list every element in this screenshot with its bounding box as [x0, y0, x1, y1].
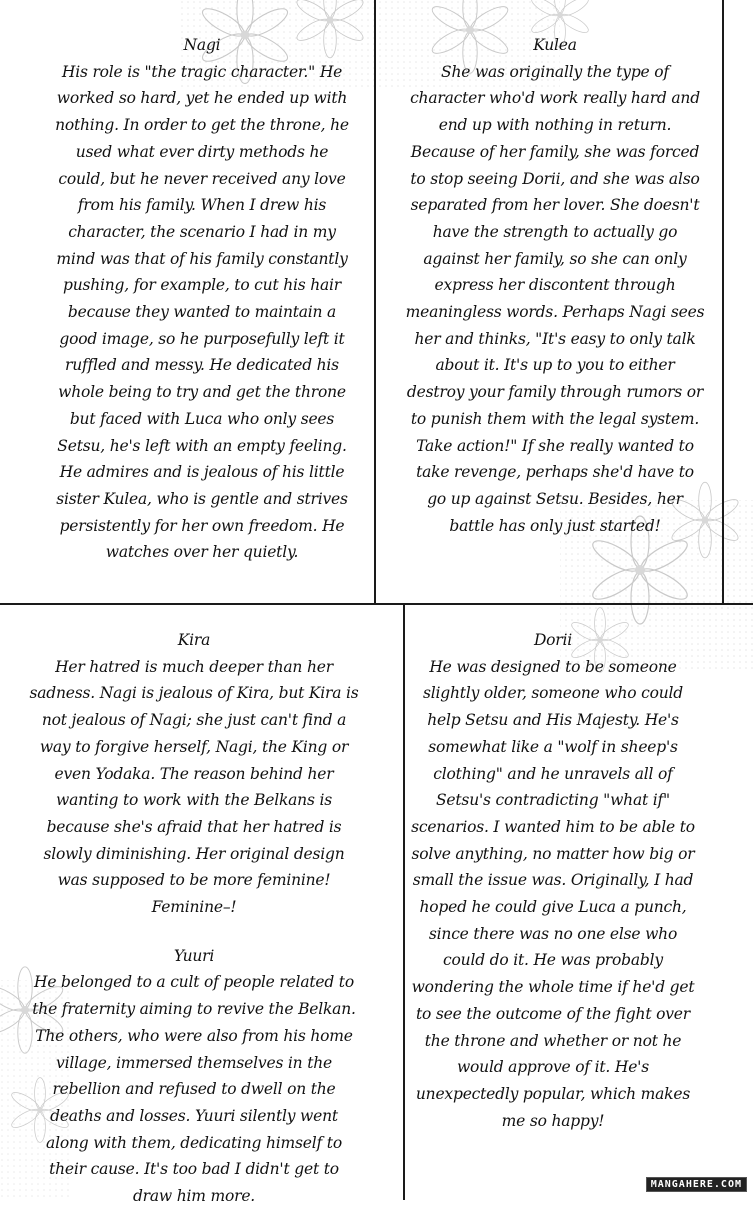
vertical-divider-right-edge: [722, 0, 724, 604]
section-title-nagi: Nagi: [183, 36, 221, 54]
vertical-divider-top: [374, 0, 376, 604]
section-text-nagi: His role is "the tragic character." He worked so hard, yet he ended up with nothing. In order to get the throne, he used what ever dirty methods he could, but he never received any love from his family. When I drew his character, the scenario I had in my mind was that of his family constantly pushing, for example, to cut his hair because they wanted to maintain a good image, so he purposefully left it ruffled and messy. He dedicated his whole being to try and get the throne but faced with Luca who only sees Setsu, he's left with an empty feeling. He admires and is jealous of his little sister Kulea, who is gentle and strives persistently for her own freedom. He watches over her quietly.: [55, 62, 349, 562]
section-nagi: [52, 32, 352, 566]
section-kulea: [405, 32, 705, 539]
section-kira-yuuri: [28, 627, 360, 1210]
section-text-yuuri: He belonged to a cult of people related to the fraternity aiming to revive the Belkan. The others, who were also from his home village, immersed themselves in the rebellion and refused to dwell on the deaths and losses. Yuuri silently went along with them, dedicating himself to their cause. It's too bad I didn't get to draw him more.: [32, 973, 356, 1206]
horizontal-divider-right-tick: [720, 603, 753, 605]
section-text-kira: Her hatred is much deeper than her sadness. Nagi is jealous of Kira, but Kira is not jealous of Nagi; she just can't find a way to forgive herself, Nagi, the King or even Yodaka. The reason behind her wanting to work with the Belkans is because she's afraid that her hatred is slowly diminishing. Her original design was supposed to be more feminine! Feminine–!: [29, 657, 359, 917]
section-title-kira: Kira: [177, 631, 211, 649]
watermark: MANGAHERE.COM: [646, 1177, 747, 1192]
horizontal-divider: [0, 603, 753, 605]
section-title-kulea: Kulea: [533, 36, 577, 54]
section-title-yuuri: Yuuri: [173, 946, 215, 965]
section-title-dorii: Dorii: [533, 631, 573, 649]
section-text-kulea: She was originally the type of character who'd work really hard and end up with nothing in return. Because of her family, she was forced to stop seeing Dorii, and she was also separated from her lover. She doesn't have the strength to actually go against her family, so she can only express her discontent through meaningless words. Perhaps Nagi sees her and thinks, "It's easy to only talk about it. It's up to you to either destroy your family through rumors or to punish them with the legal system. Take action!" If she really wanted to take revenge, perhaps she'd have to go up against Setsu. Besides, her battle has only just started!: [405, 62, 705, 535]
vertical-divider-bottom: [403, 604, 405, 1200]
section-text-dorii: He was designed to be someone slightly older, someone who could help Setsu and His Majesty. He's somewhat like a "wolf in sheep's clothing" and he unravels all of Setsu's contradicting "what if" scenarios. I wanted him to be able to solve anything, no matter how big or small the issue was. Originally, I had hoped he could give Luca a punch, since there was no one else who could do it. He was probably wondering the whole time if he'd get to see the outcome of the fight over the throne and whether or not he would approve of it. He's unexpectedly popular, which makes me so happy!: [411, 657, 695, 1130]
section-dorii: [408, 627, 698, 1134]
